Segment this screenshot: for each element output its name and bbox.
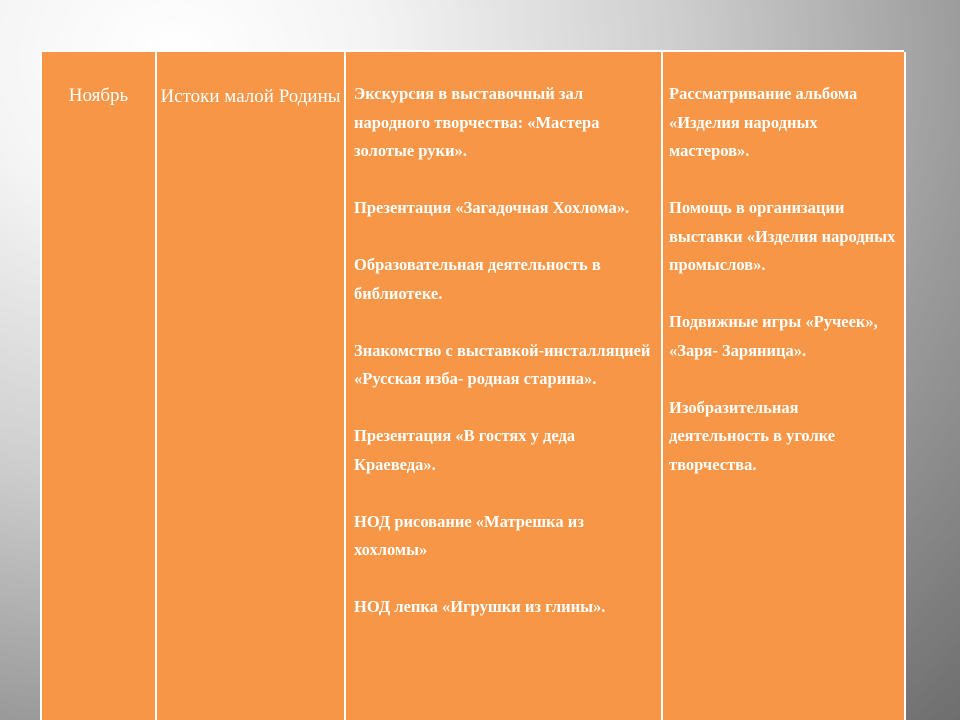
activity-item: НОД рисование «Матрешка из хохломы» <box>354 511 584 559</box>
topic-label: Истоки малой Родины <box>160 86 341 107</box>
activities-cell <box>346 52 663 720</box>
activities-list <box>354 80 659 650</box>
activity-item: Образовательная деятельность в библиотеке. <box>354 255 601 303</box>
activity-item: НОД лепка «Игрушки из глины». <box>354 597 606 616</box>
topic-cell <box>157 52 346 720</box>
family-work-cell <box>663 52 906 720</box>
month-label: Ноябрь <box>68 85 129 106</box>
activity-item: Экскурсия в выставочный зал народного творчества: «Мастера золотые руки». <box>354 84 600 160</box>
month-cell <box>42 52 157 720</box>
activity-item: Знакомство с выставкой-инсталляцией «Русская изба- родная старина». <box>354 340 651 388</box>
plan-table <box>40 50 904 720</box>
activity-item: Презентация «Загадочная Хохлома». <box>354 198 630 217</box>
family-work-list <box>669 80 901 508</box>
family-work-item: Рассматривание альбома «Изделия народных мастеров». <box>669 84 858 160</box>
family-work-item: Подвижные игры «Ручеек», «Заря- Заряница». <box>669 312 878 360</box>
activity-item: Презентация «В гостях у деда Краеведа». <box>354 426 576 474</box>
family-work-item: Помощь в организации выставки «Изделия народных промыслов». <box>669 198 896 274</box>
family-work-item: Изобразительная деятельность в уголке творчества. <box>669 397 836 474</box>
